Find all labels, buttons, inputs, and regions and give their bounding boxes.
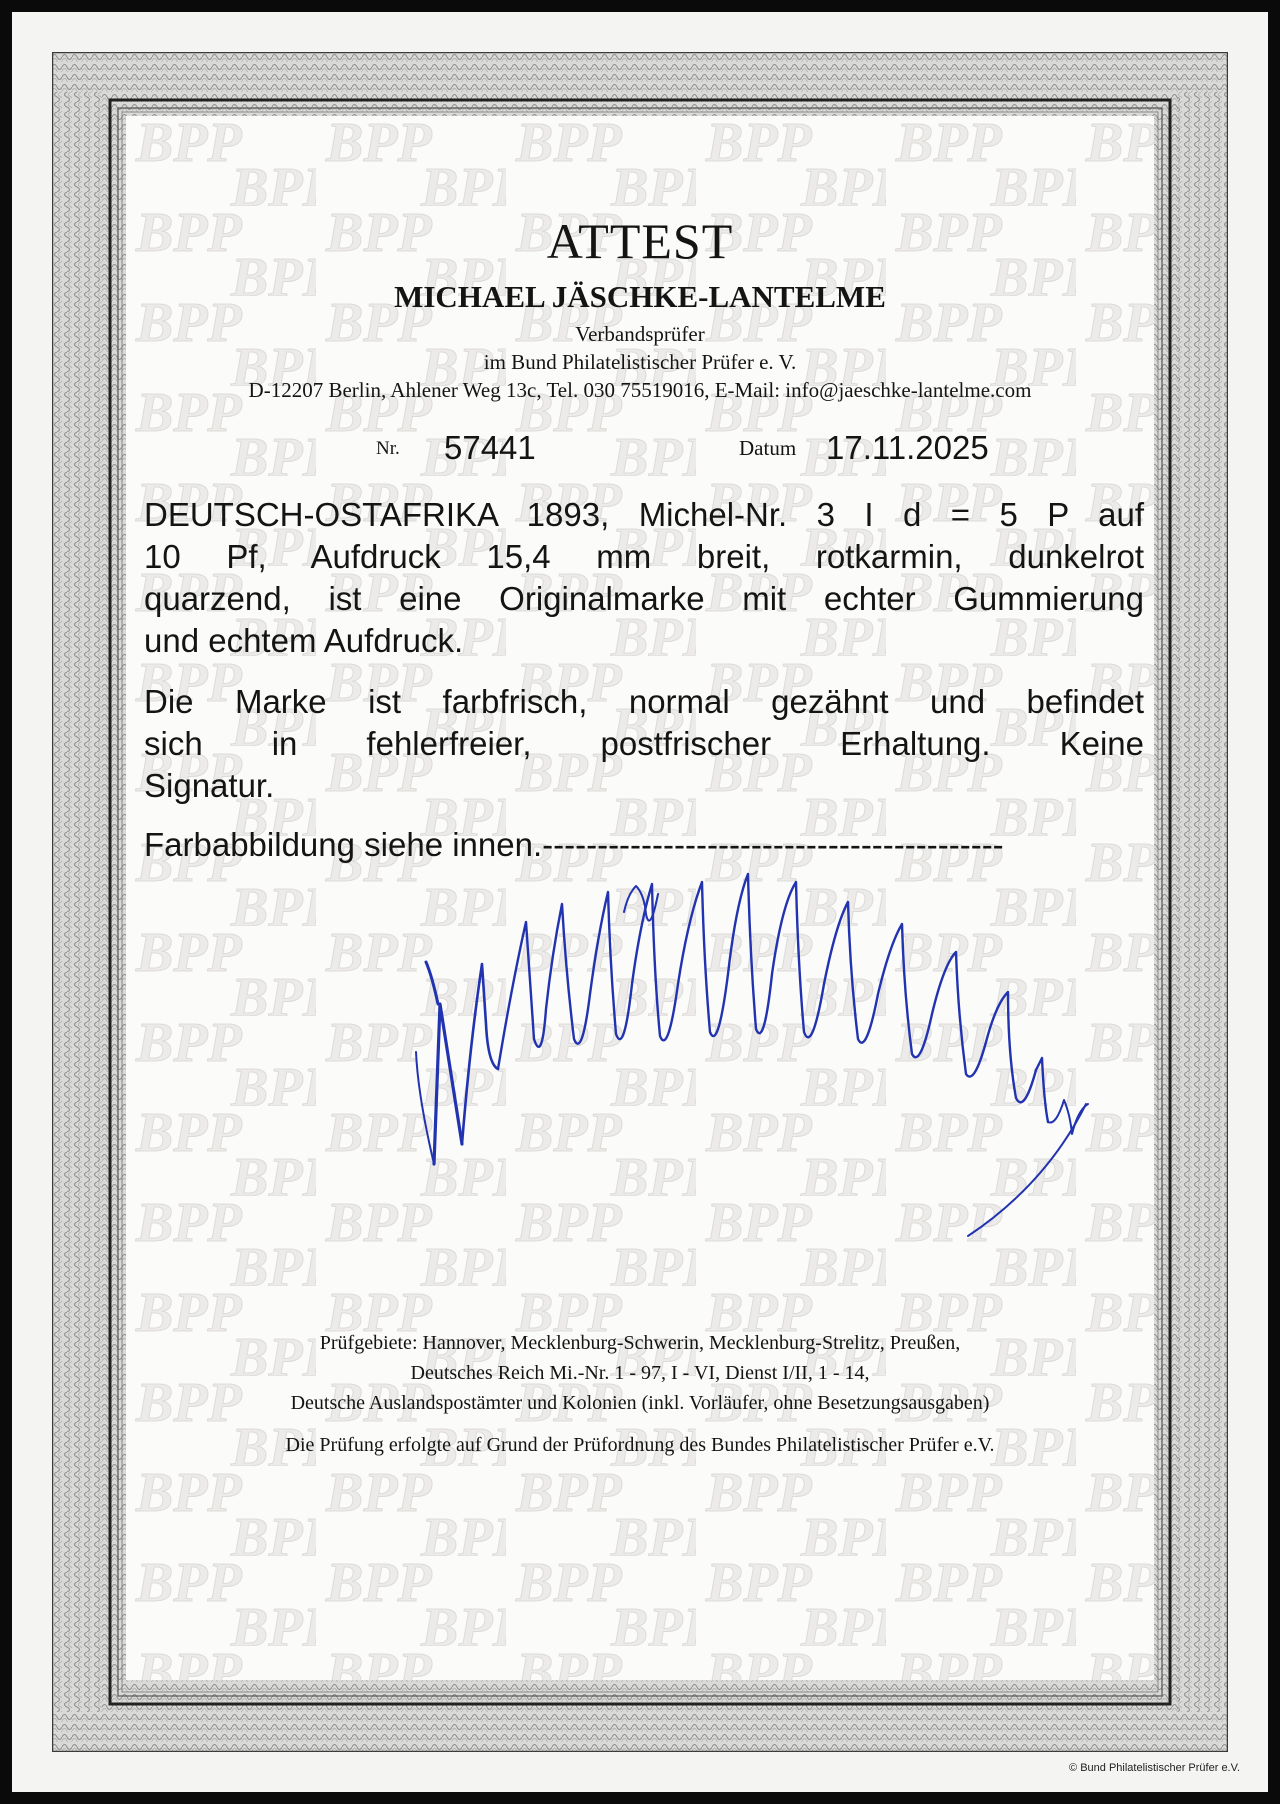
examiner-association: im Bund Philatelistischer Prüfer e. V. bbox=[483, 350, 797, 374]
condition-line: Signatur. bbox=[144, 767, 275, 804]
exam-areas-line: Prüfgebiete: Hannover, Mecklenburg-Schwerin, Mecklenburg-Strelitz, Preußen, bbox=[319, 1332, 961, 1354]
exam-statement: Die Prüfung erfolgte auf Grund der Prüfordnung des Bundes Philatelistischer Prüfer e.V. bbox=[285, 1434, 995, 1456]
description-line: DEUTSCH-OSTAFRIKA 1893, Michel-Nr. 3 I d = 5 P auf bbox=[144, 496, 1144, 533]
certificate-number-label: Nr. bbox=[376, 438, 400, 459]
description-line: 10 Pf, Aufdruck 15,4 mm breit, rotkarmin, dunkelrot bbox=[144, 538, 1144, 575]
examiner-name: MICHAEL JÄSCHKE-LANTELME bbox=[394, 279, 886, 314]
examiner-signature bbox=[396, 864, 1116, 1254]
condition-line: sich in fehlerfreier, postfrischer Erhaltung. Keine bbox=[144, 725, 1144, 762]
exam-areas-line: Deutsches Reich Mi.-Nr. 1 - 97, I - VI, Dienst I/II, 1 - 14, bbox=[410, 1362, 870, 1384]
exam-areas-line: Deutsche Auslandspostämter und Kolonien (inkl. Vorläufer, ohne Besetzungsausgaben) bbox=[290, 1392, 990, 1414]
image-note: Farbabbildung siehe innen.------------------------------------------ bbox=[144, 826, 1004, 863]
certificate-date-label: Datum bbox=[739, 436, 797, 460]
certificate-number: 57441 bbox=[444, 429, 536, 466]
certificate-body bbox=[126, 116, 1154, 1680]
examiner-role: Verbandsprüfer bbox=[575, 322, 705, 346]
description-line: und echtem Aufdruck. bbox=[144, 622, 464, 659]
certificate-date: 17.11.2025 bbox=[826, 429, 989, 466]
examiner-address: D-12207 Berlin, Ahlener Weg 13c, Tel. 030 75519016, E-Mail: info@jaeschke-lantelme.com bbox=[248, 378, 1032, 402]
certificate-title: ATTEST bbox=[546, 213, 734, 269]
certificate-page bbox=[12, 12, 1268, 1792]
condition-line: Die Marke ist farbfrisch, normal gezähnt und befindet bbox=[144, 683, 1144, 720]
copyright-notice: © Bund Philatelistischer Prüfer e.V. bbox=[1069, 1762, 1240, 1774]
description-line: quarzend, ist eine Originalmarke mit echter Gummierung bbox=[144, 580, 1144, 617]
